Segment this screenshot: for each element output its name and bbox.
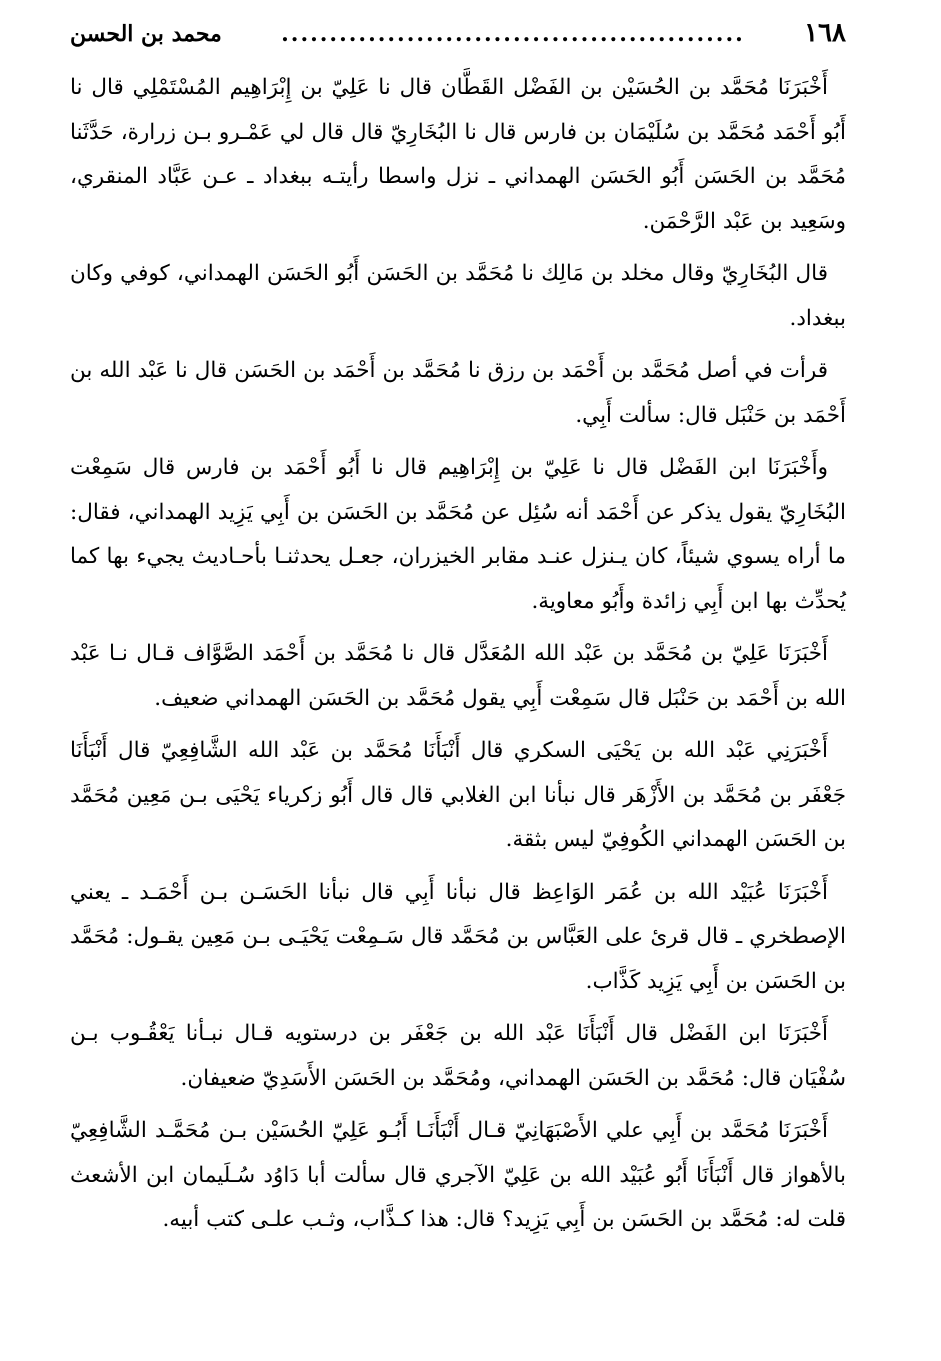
paragraph: أَخْبَرَنَا ابن الفَضْل قال أَنْبَأَنَا عَبْد الله بن جَعْفَر بن درستويه قـال نبـأنا يَعْقُـوب بـن سُفْيَان قال: مُحَمَّد بن الحَسَن الهمداني، ومُحَمَّد بن الحَسَن الأَسَدِيّ ضعيفان.: [70, 1021, 846, 1091]
leader-dots: ................................................: [281, 21, 745, 47]
running-head: [70, 18, 846, 58]
paragraph: أَخْبَرَنَا عَلِيّ بن مُحَمَّد بن عَبْد الله المُعَدَّل قال نا مُحَمَّد بن أَحْمَد الصَّوَّاف قـال نـا عَبْد الله بن أَحْمَد بن حَنْبَل قال سَمِعْت أَبِي يقول مُحَمَّد بن الحَسَن الهمداني ضعيف.: [70, 641, 846, 711]
paragraph: أَخْبَرَنَا مُحَمَّد بن الحُسَيْن بن الفَضْل القَطَّان قال نا عَلِيّ بن إِبْرَاهِيم المُسْتَمْلِي قال نا أَبُو أَحْمَد مُحَمَّد بن سُلَيْمَان بن فارس قال نا البُخَارِيّ قال قال لي عَمْـرو بـن زرارة، حَدَّثَنا مُحَمَّد بن الحَسَن أَبُو الحَسَن الهمداني ـ نزل واسطا رأيتـه ببغداد ـ عـن عَبَّاد المنقري، وسَعِيد بن عَبْد الرَّحْمَن.: [70, 75, 846, 234]
paragraph: وأَخْبَرَنَا ابن الفَضْل قال نا عَلِيّ بن إِبْرَاهِيم قال نا أَبُو أَحْمَد بن فارس قال سَمِعْت البُخَارِيّ يقول يذكر عن أَحْمَد أنه سُئِل عن مُحَمَّد بن الحَسَن بن أَبِي يَزِيد الهمداني، فقال: ما أراه يسوي شيئاً، كان يـنزل عنـد مقابر الخيزران، جعـل يحدثنـا بأحـاديث يجيء بها كما يُحدِّث بها ابن أَبِي زائدة وأَبُو معاوية.: [70, 455, 846, 614]
paragraph: أَخْبَرَنَا عُبَيْد الله بن عُمَر الوَاعِظ قال نبأنا أَبِي قال نبأنا الحَسَـن بـن أَحْمَـد ـ يعني الإصطخري ـ قال قرئ على العَبَّاس بن مُحَمَّد قال سَـمِعْت يَحْيَـى بـن مَعِين يقـول: مُحَمَّد بن الحَسَن بن أَبِي يَزِيد كَذَّاب.: [70, 879, 846, 994]
paragraph: أَخْبَرَنَا مُحَمَّد بن أَبِي علي الأَصْبَهَانِيّ قـال أَنْبَأَنَـا أَبُـو عَلِيّ الحُسَيْن بـن مُحَمَّـد الشَّافِعِيّ بالأهواز قال أَنْبَأَنَا أَبُو عُبَيْد الله بن عَلِيّ الآجري قال سألت أبا دَاوُد سُـلَيمان ابن الأشعث قلت له: مُحَمَّد بن الحَسَن بن أَبِي يَزِيد؟ قال: هذا كـذَّاب، وثـب علـى كتب أبيه.: [70, 1118, 846, 1232]
page-number: ١٦٨: [804, 18, 846, 48]
paragraph: قال البُخَارِيّ وقال مخلد بن مَالِك نا مُحَمَّد بن الحَسَن أَبُو الحَسَن الهمداني، كوفي وكان ببغداد.: [70, 261, 846, 331]
paragraph: قرأت في أصل مُحَمَّد بن أَحْمَد بن رزق نا مُحَمَّد بن أَحْمَد بن الحَسَن قال نا عَبْد الله بن أَحْمَد بن حَنْبَل قال: سألت أَبِي.: [70, 358, 846, 428]
running-title: محمد بن الحسن: [70, 21, 222, 47]
book-page: [70, 18, 846, 1343]
body-text: [70, 66, 846, 1243]
paragraph: أَخْبَرَنِي عَبْد الله بن يَحْيَى السكري قال أَنْبَأَنَا مُحَمَّد بن عَبْد الله الشَّافِعِيّ قال أَنْبَأَنَا جَعْفَر بن مُحَمَّد بن الأَزْهَر قال نبأنا ابن الغلابي قال قال أَبُو زكرياء يَحْيَى بـن مَعِين مُحَمَّد بن الحَسَن الهمداني الكُوفِيّ ليس بثقة.: [70, 738, 846, 852]
